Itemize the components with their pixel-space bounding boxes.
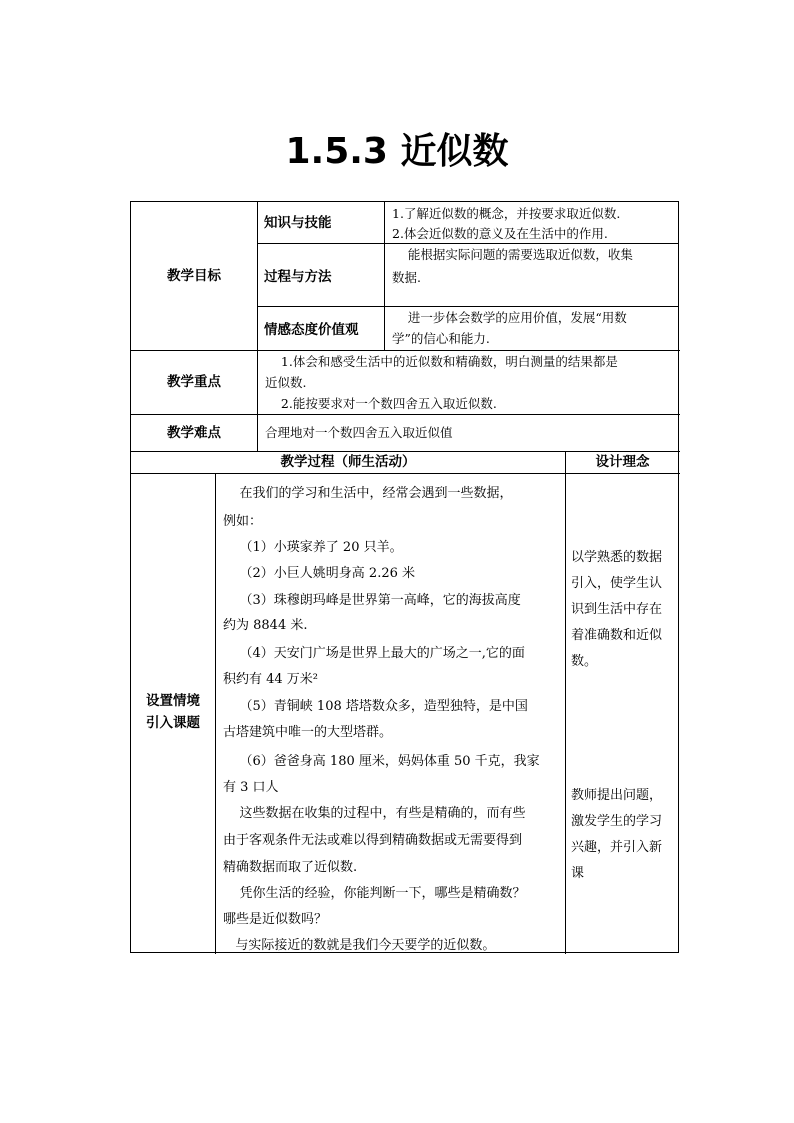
section-line: （1）小瑛家养了 20 只羊。	[223, 540, 403, 555]
key-points-label: 教学重点	[167, 374, 221, 390]
design-note-1	[571, 545, 662, 675]
section-line: （6）爸爸身高 180 厘米，妈妈体重 50 千克，我家	[223, 754, 540, 769]
design-note-line: 引入，使学生认	[571, 576, 663, 591]
difficulty-text: 合理地对一个数四舍五入取近似值	[265, 425, 453, 440]
goal-row-knowledge-label: 知识与技能	[264, 215, 332, 231]
goal-row-process-line2: 数据.	[392, 270, 421, 285]
section-line: 由于客观条件无法或难以得到精确数据或无需要得到	[223, 833, 523, 848]
process-header-right: 设计理念	[595, 454, 650, 470]
key-points-line3: 2.能按要求对一个数四舍五入取近似数.	[265, 396, 497, 411]
design-note-line: 识到生活中存在	[571, 602, 663, 617]
design-note-2	[571, 783, 662, 887]
process-header-left: 教学过程（师生活动）	[280, 454, 416, 470]
section-line: 例如：	[223, 514, 263, 529]
section-label-line1: 设置情境	[146, 693, 200, 709]
lesson-plan-table	[130, 201, 679, 953]
design-note-line: 教师提出问题，	[571, 788, 663, 803]
section-line: （4）天安门广场是世界上最大的广场之一,它的面	[223, 646, 525, 661]
section-label	[131, 690, 215, 734]
key-points-line2: 近似数.	[265, 375, 307, 390]
section-line: 古塔建筑中唯一的大型塔群。	[223, 725, 393, 740]
goal-row-attitude-line2: 学”的信心和能力.	[392, 331, 490, 346]
goals-label: 教学目标	[167, 268, 221, 284]
goal-row-knowledge-line2: 2.体会近似数的意义及在生活中的作用.	[392, 226, 608, 241]
section-line: 积约有 44 万米²	[223, 672, 319, 687]
key-points-line1: 1.体会和感受生活中的近似数和精确数，明白测量的结果都是	[265, 354, 618, 369]
design-note-line: 着准确数和近似	[571, 628, 663, 643]
goal-row-process-line1: 能根据实际问题的需要选取近似数，收集	[392, 247, 633, 262]
section-label-line2: 引入课题	[146, 715, 200, 731]
section-line: （2）小巨人姚明身高 2.26 米	[223, 566, 416, 581]
section-line: 这些数据在收集的过程中，有些是精确的，而有些	[223, 806, 526, 821]
section-line: 凭你生活的经验，你能判断一下，哪些是精确数？	[223, 886, 526, 901]
goal-row-process-label: 过程与方法	[264, 269, 332, 285]
section-line: 精确数据而取了近似数.	[223, 860, 358, 875]
goal-row-knowledge-line1: 1.了解近似数的概念，并按要求取近似数.	[392, 206, 621, 221]
section-line: 哪些是近似数吗？	[223, 912, 328, 927]
section-line: 在我们的学习和生活中，经常会遇到一些数据，	[223, 486, 513, 501]
goal-row-attitude-label: 情感态度价值观	[264, 322, 359, 338]
section-line: 有 3 口人	[223, 780, 279, 795]
section-line: （5）青铜峡 108 塔塔数众多，造型独特，是中国	[223, 699, 528, 714]
section-line: （3）珠穆朗玛峰是世界第一高峰，它的海拔高度	[223, 593, 521, 608]
design-note-line: 以学熟悉的数据	[571, 550, 663, 565]
page-title: 1.5.3 近似数	[285, 131, 509, 172]
goal-row-attitude-line1: 进一步体会数学的应用价值，发展“用数	[392, 310, 627, 325]
design-note-line: 课	[571, 866, 585, 881]
design-note-line: 数。	[571, 654, 598, 669]
section-line: 与实际接近的数就是我们今天要学的近似数。	[223, 938, 496, 953]
section-line: 约为 8844 米.	[223, 618, 308, 633]
design-note-line: 激发学生的学习	[571, 814, 663, 829]
design-note-line: 兴趣，并引入新	[571, 840, 663, 855]
difficulty-label: 教学难点	[167, 424, 221, 441]
